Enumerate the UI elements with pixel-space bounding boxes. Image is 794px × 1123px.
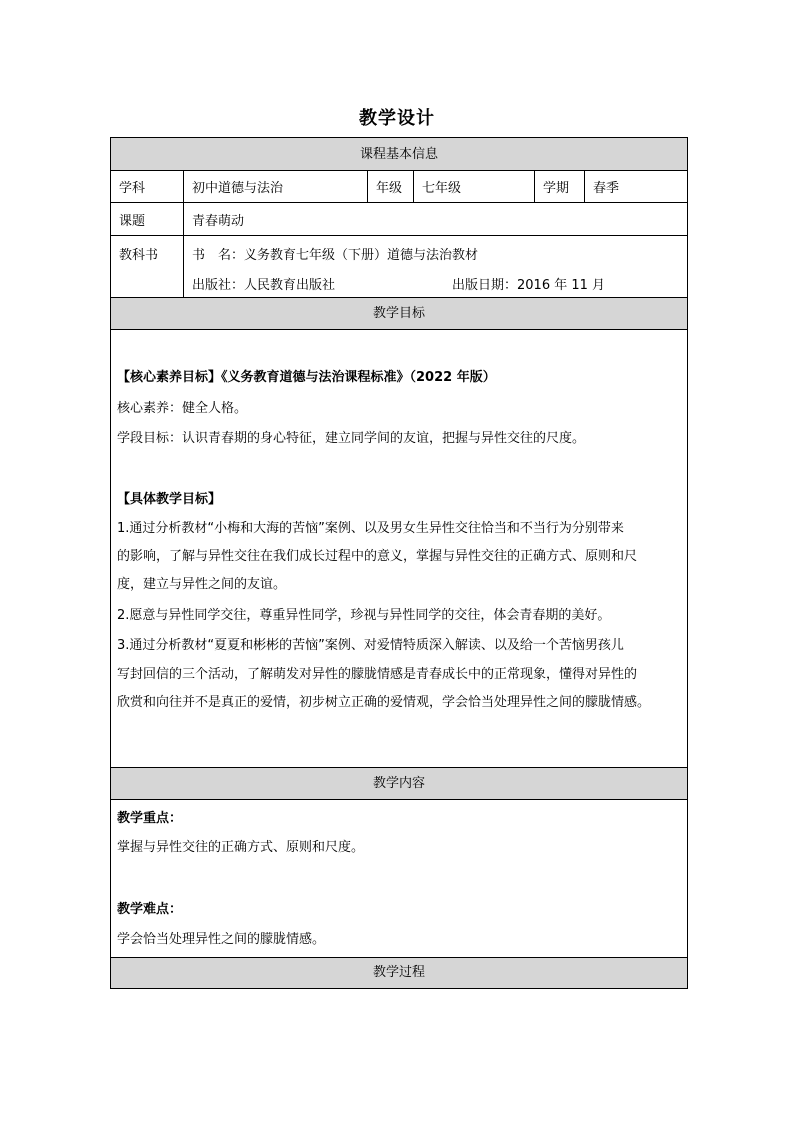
stage-goal: 学段目标：认识青春期的身心特征，建立同学间的友谊，把握与异性交往的尺度。 — [117, 431, 586, 446]
section-content — [111, 768, 687, 800]
term-value: 春季 — [593, 181, 620, 196]
subject-label: 学科 — [119, 181, 146, 196]
goal-item-1-line-2: 的影响，了解与异性交往在我们成长过程中的意义，掌握与异性交往的正确方式、原则和尺 — [117, 549, 638, 564]
goal-item-3-line-2: 写封回信的三个活动，了解萌发对异性的朦胧情感是青春成长中的正常现象，懂得对异性的 — [117, 667, 638, 682]
term-label-cell — [535, 171, 585, 202]
section-goals-label: 教学目标 — [372, 306, 425, 321]
section-process-label: 教学过程 — [372, 965, 425, 980]
basic-info-row — [111, 171, 687, 203]
goal-item-2: 2.愿意与异性同学交往，尊重异性同学，珍视与异性同学的交往，体会青春期的美好。 — [117, 608, 611, 623]
section-goals — [111, 298, 687, 330]
topic-value-cell — [184, 203, 687, 235]
specific-goals-heading: 【具体教学目标】 — [117, 492, 222, 507]
subject-value-cell — [184, 171, 368, 202]
difficulty-label: 教学难点： — [117, 902, 183, 917]
section-content-label: 教学内容 — [372, 776, 425, 791]
subject-label-cell — [111, 171, 184, 202]
goal-item-3-line-3: 欣赏和向往并不是真正的爱情，初步树立正确的爱情观，学会恰当处理异性之间的朦胧情感。 — [117, 695, 651, 710]
textbook-label: 教科书 — [119, 248, 159, 263]
publisher-line: 出版社：人民教育出版社 — [192, 278, 336, 293]
goal-item-1-line-1: 1.通过分析教材“小梅和大海的苦恼”案例、以及男女生异性交往恰当和不当行为分别带来 — [117, 521, 624, 536]
textbook-label-cell — [111, 236, 184, 297]
section-basic-info-label: 课程基本信息 — [359, 147, 438, 162]
lesson-plan-table — [110, 137, 688, 989]
core-literacy: 核心素养：健全人格。 — [117, 401, 248, 416]
difficulty-text: 学会恰当处理异性之间的朦胧情感。 — [117, 932, 326, 947]
subject-value: 初中道德与法治 — [192, 181, 284, 196]
publish-date-line: 出版日期：2016 年 11 月 — [452, 278, 606, 293]
key-points-label: 教学重点： — [117, 811, 183, 826]
topic-label: 课题 — [119, 213, 146, 229]
topic-row — [111, 203, 687, 236]
grade-value-cell — [414, 171, 535, 202]
goal-item-1-line-3: 度，建立与异性之间的友谊。 — [117, 577, 287, 592]
content-detail — [111, 800, 687, 958]
core-goals-heading: 【核心素养目标】《义务教育道德与法治课程标准》（2022 年版） — [117, 370, 496, 385]
topic-value: 青春萌动 — [192, 213, 245, 229]
textbook-row — [111, 236, 687, 298]
grade-label: 年级 — [376, 181, 403, 196]
term-label: 学期 — [543, 181, 570, 196]
section-process — [111, 958, 687, 988]
topic-label-cell — [111, 203, 184, 235]
goal-item-3-line-1: 3.通过分析教材“夏夏和彬彬的苦恼”案例、对爱情特质深入解读、以及给一个苦恼男孩儿 — [117, 638, 624, 653]
grade-value: 七年级 — [422, 181, 462, 196]
term-value-cell — [585, 171, 687, 202]
key-points-text: 掌握与异性交往的正确方式、原则和尺度。 — [117, 840, 365, 855]
grade-label-cell — [368, 171, 414, 202]
goals-content — [111, 330, 687, 768]
page-title: 教学设计 — [359, 108, 435, 129]
book-name-line: 书 名：义务教育七年级（下册）道德与法治教材 — [192, 248, 479, 263]
section-basic-info — [111, 138, 687, 171]
